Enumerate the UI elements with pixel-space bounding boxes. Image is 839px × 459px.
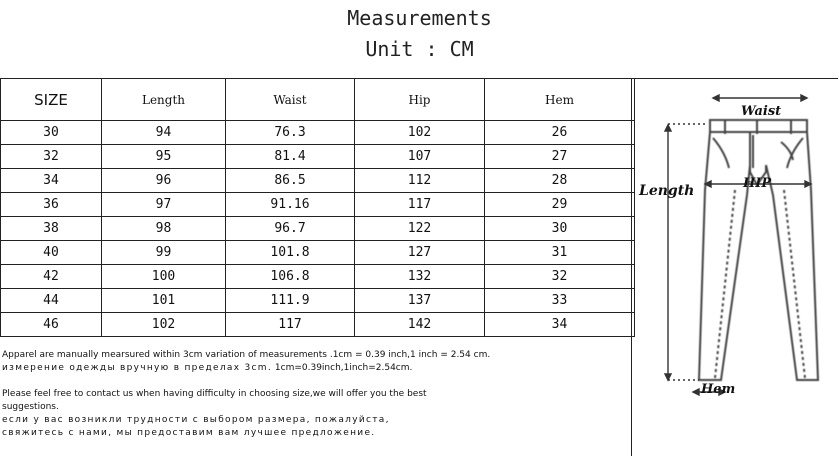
table-row [1,265,635,289]
cell-hip: 112 [355,169,485,193]
table-header-row [1,79,635,121]
cell-hem: 26 [485,121,635,145]
cell-waist: 96.7 [226,217,355,241]
page-title: Measurements [347,6,492,30]
cell-size: 42 [1,265,102,289]
note-spacer [2,375,627,388]
cell-length: 96 [102,169,226,193]
column-header-size: SIZE [1,79,102,121]
cell-size: 38 [1,217,102,241]
cell-hem: 28 [485,169,635,193]
cell-size: 34 [1,169,102,193]
note-line-accuracy-ru [2,362,627,375]
table-row [1,217,635,241]
cell-hem: 27 [485,145,635,169]
column-header-hip: Hip [355,79,485,121]
note-line-accuracy: Apparel are manually mearsured within 3cm variation of measurements .1cm = 0.39 inch,1 inch = 2.54 cm. [2,350,491,360]
column-header-waist: Waist [226,79,355,121]
vertical-divider [631,78,632,456]
cell-hem: 31 [485,241,635,265]
cell-waist: 101.8 [226,241,355,265]
cell-hem: 33 [485,289,635,313]
size-table [0,78,635,337]
measurement-notes [2,349,627,440]
table-row [1,313,635,337]
cell-length: 99 [102,241,226,265]
cell-hip: 127 [355,241,485,265]
pants-diagram [633,80,838,455]
cell-size: 36 [1,193,102,217]
cell-length: 95 [102,145,226,169]
cell-hip: 102 [355,121,485,145]
cell-waist: 111.9 [226,289,355,313]
cell-size: 46 [1,313,102,337]
cell-hem: 32 [485,265,635,289]
cell-length: 98 [102,217,226,241]
cell-length: 101 [102,289,226,313]
cell-size: 40 [1,241,102,265]
cell-waist: 91.16 [226,193,355,217]
length-label: Length [639,183,695,199]
column-header-length: Length [102,79,226,121]
cell-hip: 142 [355,313,485,337]
cell-hip: 137 [355,289,485,313]
cell-hem: 29 [485,193,635,217]
note-line-offer-ru: свяжитесь с нами, мы предоставим вам лучшее предложение. [2,428,376,438]
cell-hem: 30 [485,217,635,241]
hem-label: Hem [701,382,736,397]
unit-label: Unit : CM [365,37,474,61]
table-row [1,241,635,265]
cell-waist: 76.3 [226,121,355,145]
pants-illustration [633,80,838,455]
note-ru-text: измерение одежды вручную в пределах 3cm. [2,363,273,373]
cell-length: 97 [102,193,226,217]
cell-waist: 86.5 [226,169,355,193]
cell-length: 94 [102,121,226,145]
cell-waist: 81.4 [226,145,355,169]
table-row [1,145,635,169]
note-units: 1cm=0.39inch,1inch=2.54cm. [274,363,413,373]
table-row [1,289,635,313]
cell-waist: 106.8 [226,265,355,289]
cell-hip: 122 [355,217,485,241]
cell-size: 30 [1,121,102,145]
waist-label: Waist [741,104,782,119]
table-row [1,193,635,217]
note-line-contact-ru: если у вас возникли трудности с выбором размера, пожалуйста, [2,415,390,425]
table-row [1,121,635,145]
cell-hip: 107 [355,145,485,169]
hip-label: HIP [743,176,772,191]
cell-hip: 117 [355,193,485,217]
cell-hem: 34 [485,313,635,337]
cell-waist: 117 [226,313,355,337]
cell-size: 32 [1,145,102,169]
note-line-suggestions: suggestions. [2,402,59,412]
column-header-hem: Hem [485,79,635,121]
cell-size: 44 [1,289,102,313]
note-line-contact: Please feel free to contact us when having difficulty in choosing size,we will offer you the best [2,389,427,399]
cell-hip: 132 [355,265,485,289]
cell-length: 102 [102,313,226,337]
table-row [1,169,635,193]
cell-length: 100 [102,265,226,289]
